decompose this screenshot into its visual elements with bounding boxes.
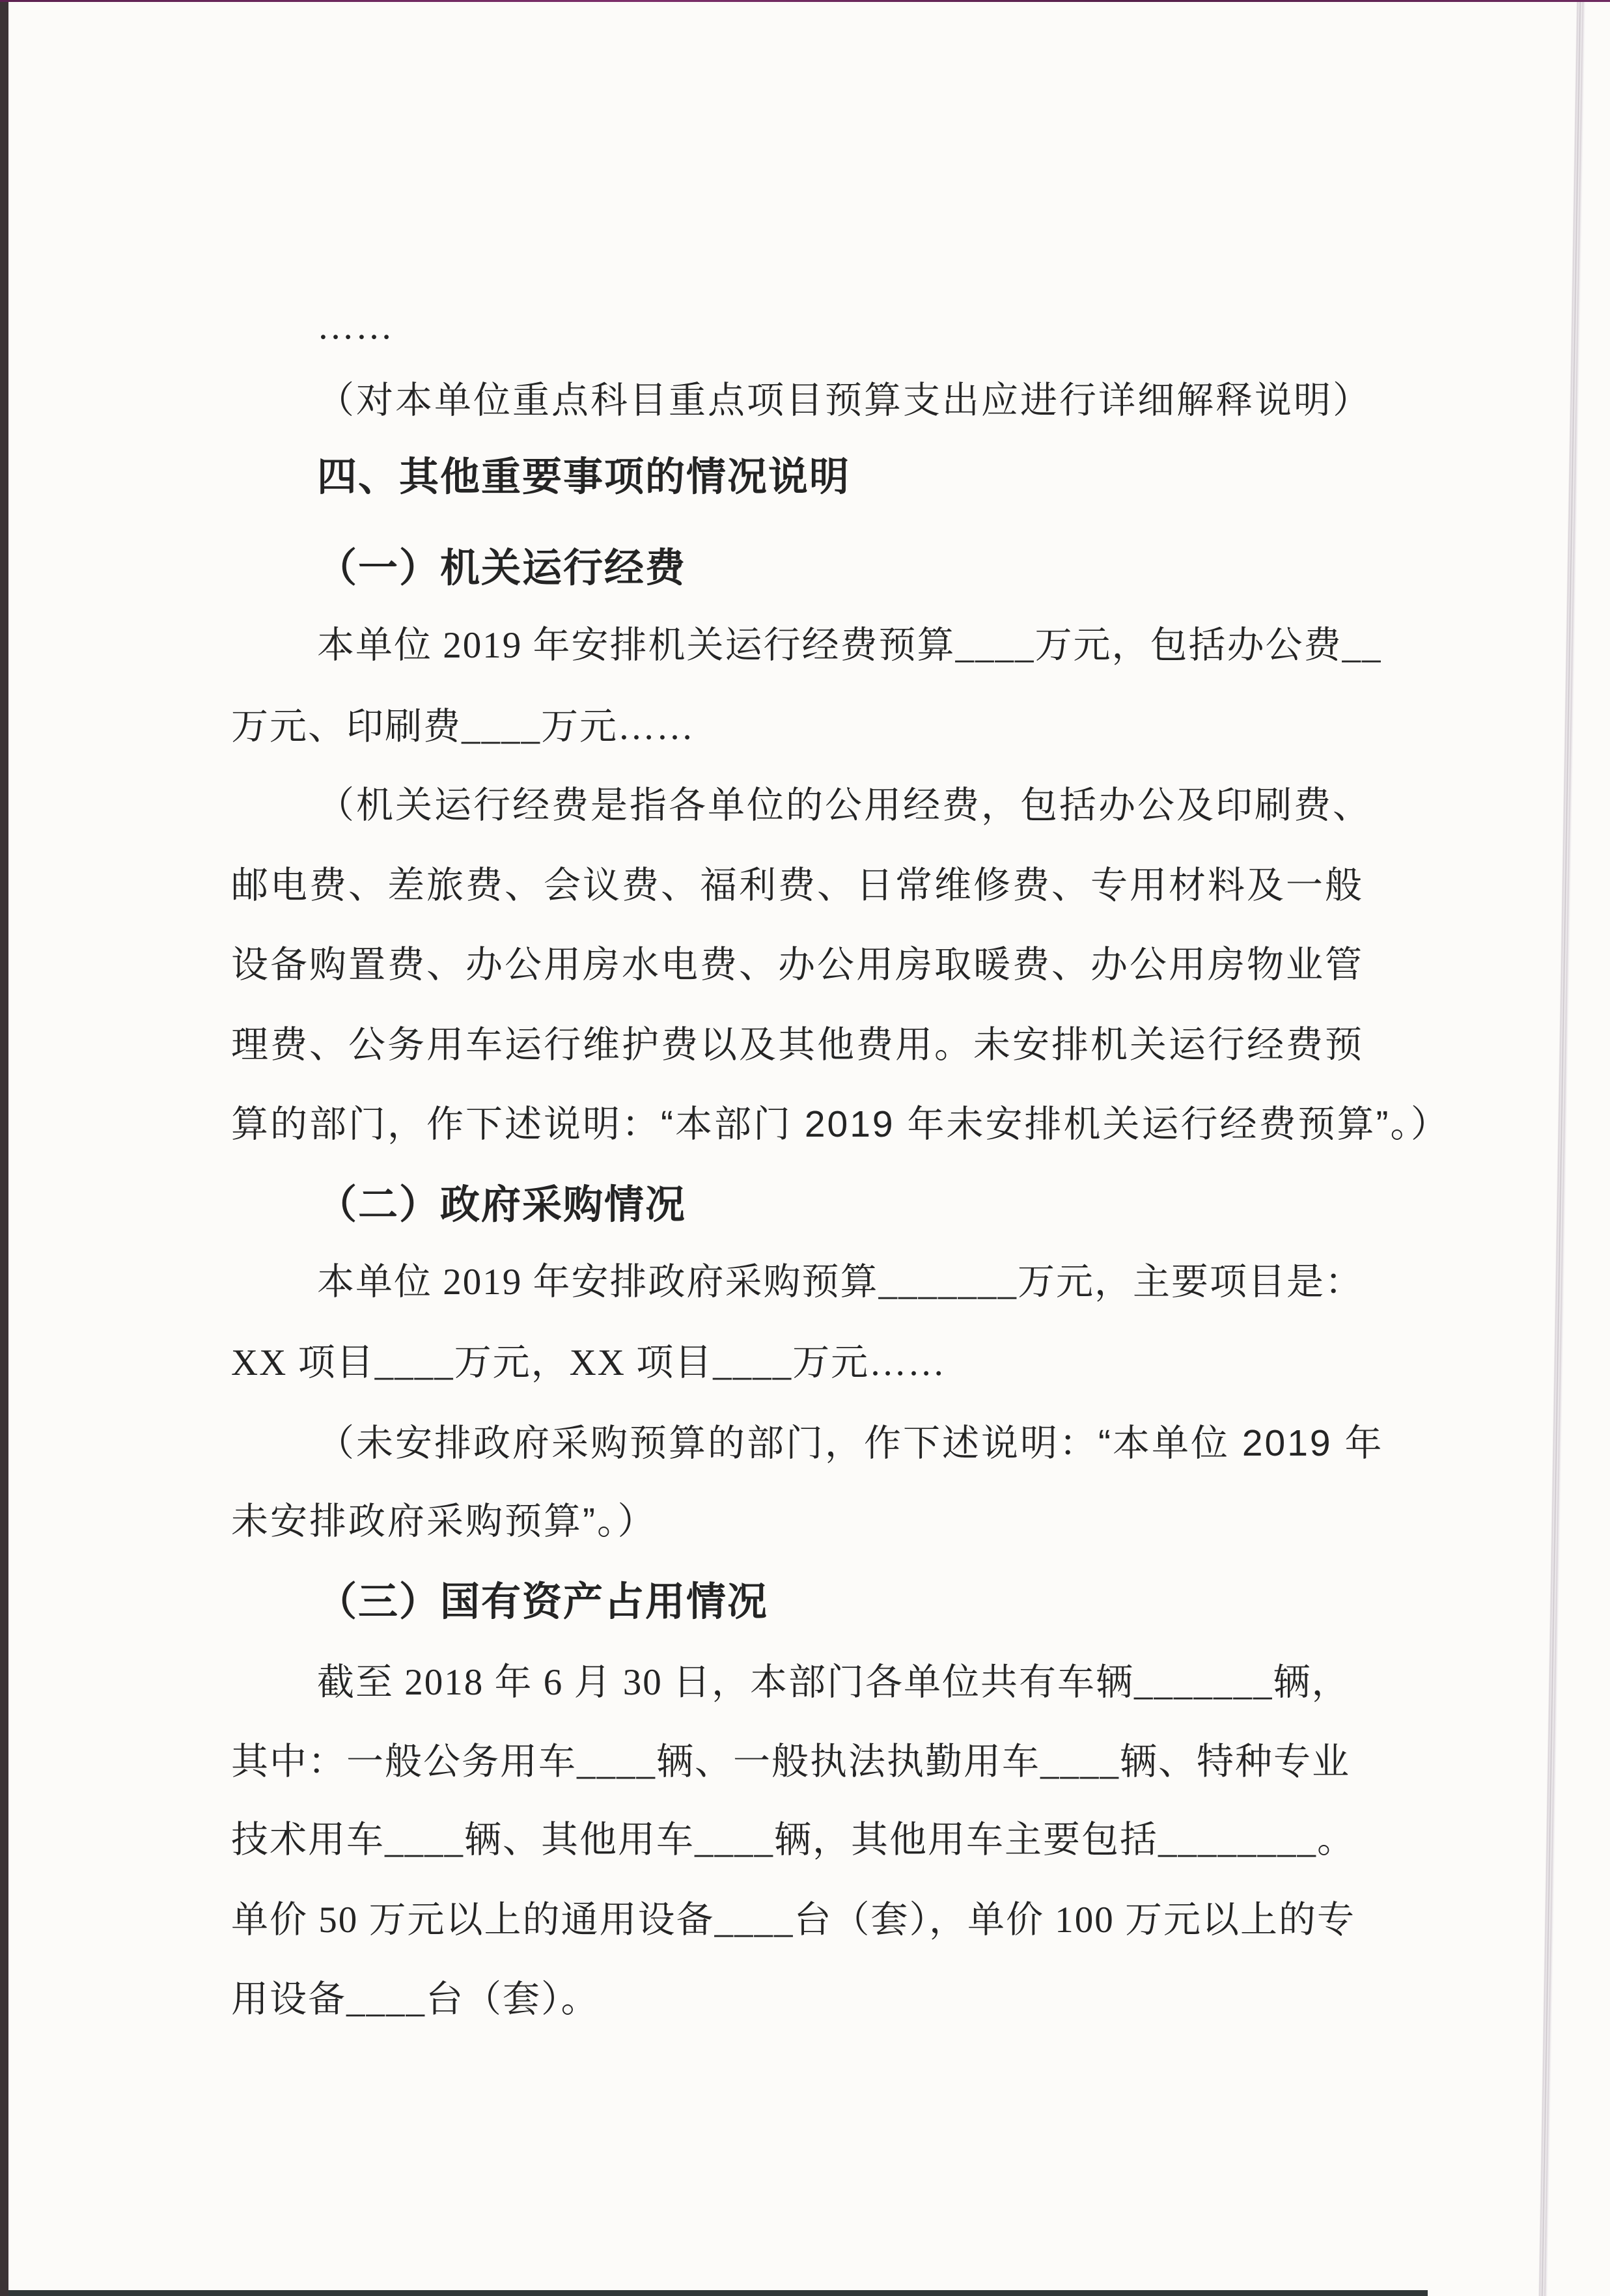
note-line: （机关运行经费是指各单位的公用经费，包括办公及印刷费、 xyxy=(317,784,1372,826)
body-line: 本单位 2019 年安排机关运行经费预算____万元，包括办公费__ xyxy=(317,625,1382,666)
note-line: （未安排政府采购预算的部门，作下述说明：“本单位 2019 年 xyxy=(317,1422,1384,1464)
body-line: 技术用车____辆、其他用车____辆，其他用车主要包括________。 xyxy=(231,1819,1355,1860)
section-heading: （一）机关运行经费 xyxy=(317,546,687,590)
scan-edge-bottom xyxy=(8,2290,1428,2296)
section-heading: （二）政府采购情况 xyxy=(317,1182,687,1226)
body-line: 其中：一般公务用车____辆、一般执法执勤用车____辆、特种专业 xyxy=(231,1741,1350,1782)
scan-edge-left xyxy=(0,0,8,2296)
section-heading: （三）国有资产占用情况 xyxy=(317,1579,769,1624)
note-line: 理费、公务用车运行维护费以及其他费用。未安排机关运行经费预 xyxy=(231,1024,1364,1066)
page-right-edge-lines xyxy=(1538,0,1587,2296)
scan-edge-top xyxy=(0,0,1610,2)
note-line: （对本单位重点科目重点项目预算支出应进行详细解释说明） xyxy=(317,380,1372,421)
body-line: 单价 50 万元以上的通用设备____台（套），单价 100 万元以上的专 xyxy=(231,1900,1355,1941)
body-line: 用设备____台（套）。 xyxy=(231,1979,600,2020)
note-line: 未安排政府采购预算”。） xyxy=(231,1501,657,1542)
section-heading: 四、其他重要事项的情况说明 xyxy=(317,454,851,499)
note-line: 算的部门，作下述说明：“本部门 2019 年未安排机关运行经费预算”。） xyxy=(231,1103,1450,1145)
body-line-ellipsis: …… xyxy=(317,306,394,347)
body-line: 本单位 2019 年安排政府采购预算_______万元，主要项目是： xyxy=(317,1262,1363,1303)
note-line: 邮电费、差旅费、会议费、福利费、日常维修费、专用材料及一般 xyxy=(231,864,1364,906)
note-line: 设备购置费、办公用房水电费、办公用房取暖费、办公用房物业管 xyxy=(231,944,1364,986)
body-line: XX 项目____万元，XX 项目____万元…… xyxy=(231,1342,947,1383)
body-line: 截至 2018 年 6 月 30 日，本部门各单位共有车辆_______辆， xyxy=(317,1662,1350,1703)
body-line: 万元、印刷费____万元…… xyxy=(231,706,695,747)
